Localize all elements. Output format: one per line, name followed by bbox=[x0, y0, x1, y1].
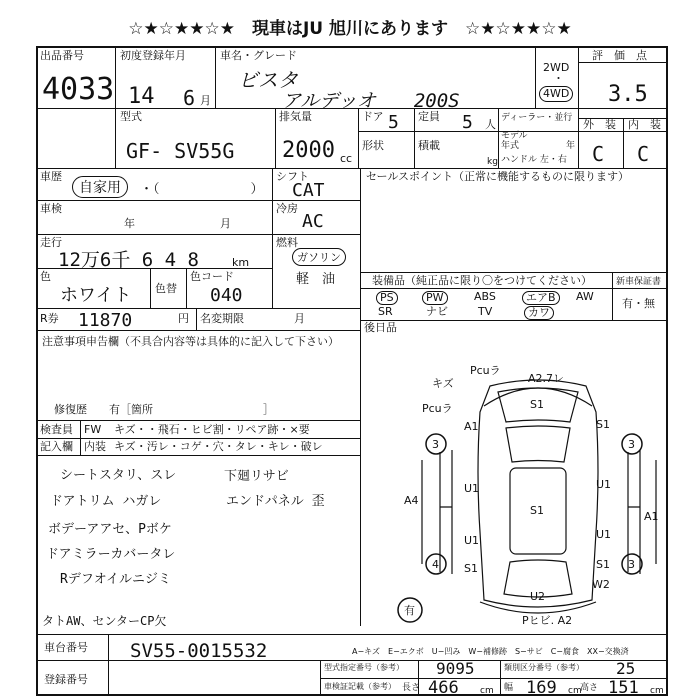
lot-no-value: 4033 bbox=[42, 72, 115, 107]
length-value: 466 bbox=[428, 678, 459, 698]
displacement-label: 排気量 bbox=[279, 110, 312, 123]
first-reg-label: 初度登録年月 bbox=[120, 49, 186, 62]
interior-label: 内 装 bbox=[628, 118, 661, 131]
mark-left-rear: S1 bbox=[464, 562, 478, 575]
height-unit: cm bbox=[650, 686, 664, 696]
warranty-label: 新車保証書 bbox=[616, 277, 662, 287]
shift-value: CAT bbox=[292, 180, 325, 201]
equip-aw: AW bbox=[576, 290, 594, 303]
equip-tv: TV bbox=[478, 305, 493, 318]
capacity-label: 定員 bbox=[418, 110, 440, 123]
aircon-value: AC bbox=[302, 211, 324, 232]
chassis-no-label: 車台番号 bbox=[44, 641, 88, 654]
rating-value: 3.5 bbox=[608, 82, 648, 107]
fw-label: FW bbox=[84, 423, 102, 436]
note-line-4: ドアミラーカバータレ bbox=[46, 547, 176, 562]
recycle-value: 11870 bbox=[78, 310, 133, 331]
mark-right-door-2: U1 bbox=[596, 528, 612, 541]
note-line-2: ドアトリム ハガレ bbox=[50, 494, 162, 509]
capacity-unit: 人 bbox=[485, 118, 496, 131]
interior-grade: C bbox=[637, 142, 650, 166]
inspection-label: 車検 bbox=[40, 202, 62, 215]
mark-wheel-fl: 3 bbox=[432, 438, 439, 451]
width-value: 169 bbox=[526, 678, 557, 698]
yen-unit: 円 bbox=[178, 312, 189, 325]
model-value: GF- SV55G bbox=[126, 139, 235, 163]
lot-no-label: 出品番号 bbox=[40, 49, 84, 62]
mark-roof: S1 bbox=[530, 504, 544, 517]
inside-items: キズ・汚レ・コゲ・穴・タレ・キレ・破レ bbox=[114, 440, 323, 453]
equipment-label: 装備品（純正品に限り〇をつけてください） bbox=[372, 274, 592, 287]
reg-no-label: 登録番号 bbox=[44, 673, 88, 686]
model-year-nen: 年 bbox=[566, 141, 576, 151]
repair-history: 修復歴 有［箇所 ］ bbox=[54, 403, 274, 416]
type-no-value: 9095 bbox=[436, 659, 475, 678]
mark-right-rear: S1 bbox=[596, 558, 610, 571]
color-value: ホワイト bbox=[60, 285, 132, 306]
recycle-label: R券 bbox=[40, 312, 59, 325]
type-no-label: 型式指定番号（参考） bbox=[324, 663, 404, 672]
rating-label: 評 価 点 bbox=[592, 49, 647, 62]
exterior-grade: C bbox=[592, 142, 605, 166]
mark-hood: S1 bbox=[530, 398, 544, 411]
displacement-unit: cc bbox=[340, 152, 353, 165]
mark-left-front: A1 bbox=[464, 420, 479, 433]
shape-label: 形状 bbox=[362, 139, 384, 152]
mark-wheel-rl: 4 bbox=[432, 558, 439, 571]
equipment-list bbox=[374, 289, 610, 319]
legend: A−キズ E−エクボ U−凹み W−補修跡 S−サビ C−腐食 XX−交換済 bbox=[352, 647, 629, 656]
drive-4wd: 4WD bbox=[539, 86, 573, 102]
color-code-label: 色コード bbox=[190, 270, 234, 283]
class-no-value: 25 bbox=[616, 659, 636, 678]
note-line-6: タトAW、センターCP欠 bbox=[42, 614, 167, 628]
entry-label: 記入欄 bbox=[40, 440, 73, 453]
warranty-value: 有・無 bbox=[622, 297, 655, 310]
mileage-value: 12万6千 6 4 8 bbox=[58, 249, 199, 271]
dealer-label: ディーラー・並行 bbox=[501, 113, 573, 123]
mark-wheel-rr: 3 bbox=[628, 558, 635, 571]
title-change-label: 名変期限 bbox=[200, 312, 244, 325]
notes-label: 注意事項申告欄（不具合内容等は具体的に記入して下さい） bbox=[42, 335, 339, 348]
mark-right-side: A1 bbox=[644, 510, 659, 523]
class-no-label: 類別区分番号（参考） bbox=[504, 663, 584, 672]
shift-label: シフト bbox=[276, 170, 309, 183]
color-label: 色 bbox=[40, 270, 51, 283]
mark-top-a: A2.7レ bbox=[528, 372, 565, 385]
inspection-year: 年 bbox=[124, 217, 135, 230]
note-line-1: シートスタリ、スレ bbox=[60, 468, 177, 483]
reg-year: 14 bbox=[128, 84, 155, 109]
kg-unit: kg bbox=[487, 157, 498, 167]
width-unit: cm bbox=[568, 686, 582, 696]
mark-left-door-2: U1 bbox=[464, 534, 480, 547]
length-unit: cm bbox=[480, 686, 494, 696]
mark-wheel-fr: 3 bbox=[628, 438, 635, 451]
displacement-value: 2000 bbox=[282, 138, 335, 163]
drive-2wd: 2WD bbox=[543, 61, 570, 74]
fuel-label: 燃料 bbox=[276, 236, 298, 249]
dims-label: 車検証記載（参考） bbox=[324, 682, 396, 691]
fuel-gasoline: ガソリン bbox=[292, 248, 346, 266]
color-code-value: 040 bbox=[210, 285, 243, 306]
mark-left-door-1: U1 bbox=[464, 482, 480, 495]
model-year-label-2: 年式 bbox=[501, 141, 520, 151]
car-damage-diagram bbox=[360, 332, 668, 628]
history-label: 車歴 bbox=[40, 170, 62, 183]
mark-rear-bottom: Pヒビ. A2 bbox=[522, 614, 573, 627]
width-label: 幅 bbox=[504, 683, 514, 693]
km-unit: km bbox=[232, 256, 250, 269]
equip-airbag: エアB bbox=[522, 291, 560, 305]
equip-pw: PW bbox=[422, 291, 448, 305]
capacity-value: 5 bbox=[462, 112, 473, 133]
model-label: 型式 bbox=[120, 110, 142, 123]
exterior-label: 外 装 bbox=[583, 118, 616, 131]
note-line-5: Rデフオイルニジミ bbox=[60, 572, 172, 587]
fuel-diesel: 軽 油 bbox=[296, 272, 336, 287]
sales-point-label: セールスポイント（正常に機能するものに限ります） bbox=[366, 170, 630, 183]
aircon-label: 冷房 bbox=[276, 202, 298, 215]
car-name-line1: ビスタ bbox=[238, 68, 298, 92]
mark-top-left-3: Pcuラ bbox=[422, 402, 453, 415]
equip-navi: ナビ bbox=[426, 305, 448, 318]
mark-top-left-2: キズ bbox=[432, 377, 454, 390]
equip-abs: ABS bbox=[474, 290, 496, 303]
drive-dot: ・ bbox=[553, 72, 564, 85]
fw-items: キズ・・飛石・ヒビ割・リペア跡・×要 bbox=[114, 423, 310, 436]
page-title: ☆★☆★★☆★ 現車はJU 旭川にあります ☆★☆★★☆★ bbox=[128, 19, 572, 39]
mark-bottom-circled: 有 bbox=[404, 604, 415, 617]
mark-right-front: S1 bbox=[596, 418, 610, 431]
back-seat-label: 後日品 bbox=[364, 321, 397, 334]
mark-trunk: U2 bbox=[530, 590, 546, 603]
length-label: 長さ bbox=[402, 683, 421, 693]
equip-sr: SR bbox=[378, 305, 393, 318]
car-name-line2: アルデッオ 200S bbox=[282, 90, 460, 112]
history-value: 自家用 bbox=[72, 176, 128, 198]
door-label: ドア bbox=[362, 110, 384, 123]
history-rest: ・（ ） bbox=[140, 182, 264, 197]
chassis-no-value: SV55-0015532 bbox=[130, 640, 268, 662]
color-change-label: 色替 bbox=[155, 282, 177, 295]
reg-month-unit: 月 bbox=[200, 94, 211, 107]
height-label: 高さ bbox=[580, 683, 599, 693]
mark-top-left-1: Pcuラ bbox=[470, 364, 501, 377]
mark-right-door-1: U1 bbox=[596, 478, 612, 491]
note-line-3: ボデーアアセ、Pボケ bbox=[48, 522, 172, 537]
car-name-label: 車名・グレード bbox=[220, 49, 297, 62]
inspector-label: 検査員 bbox=[40, 423, 73, 436]
equip-ps: PS bbox=[376, 291, 398, 305]
height-value: 151 bbox=[608, 678, 639, 698]
inspection-month: 月 bbox=[220, 217, 231, 230]
model-year-label-1: モデル bbox=[501, 131, 528, 141]
equip-leather: カワ bbox=[524, 306, 554, 320]
mark-left-side: A4 bbox=[404, 494, 419, 507]
reg-month: 6 bbox=[183, 86, 196, 110]
inside-label: 内装 bbox=[84, 440, 106, 453]
title-change-month: 月 bbox=[294, 312, 305, 325]
note-right-1: 下廻リサビ bbox=[224, 469, 289, 484]
load-label: 積載 bbox=[418, 139, 440, 152]
note-right-2: エンドパネル 歪 bbox=[226, 494, 325, 509]
mark-right-rear-2: W2 bbox=[592, 578, 610, 591]
door-value: 5 bbox=[388, 112, 399, 133]
handle-label: ハンドル 左・右 bbox=[501, 155, 567, 165]
mileage-label: 走行 bbox=[40, 236, 62, 249]
